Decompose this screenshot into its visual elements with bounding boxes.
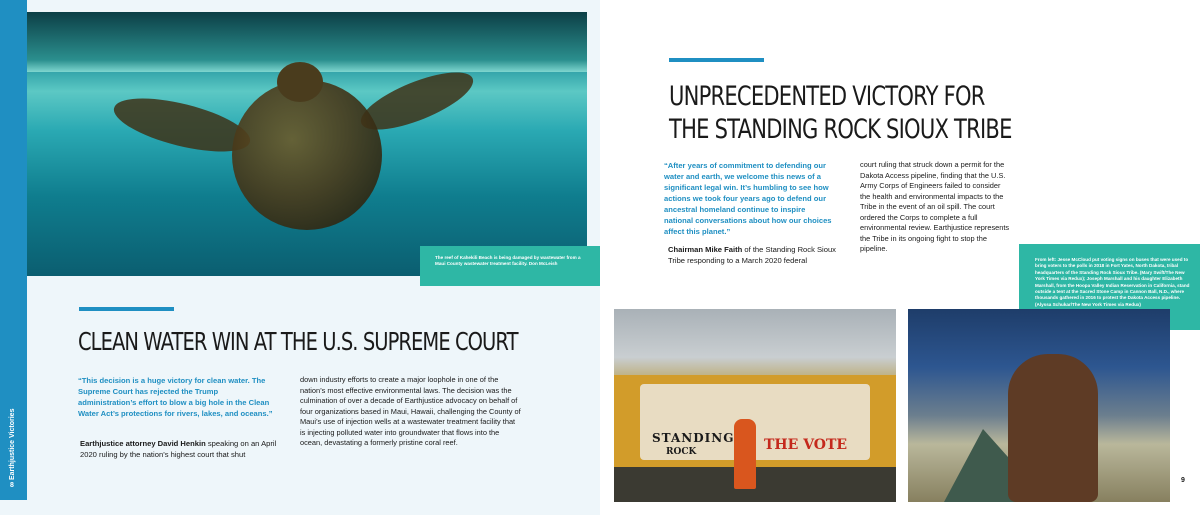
page-number-right: 9: [1181, 477, 1185, 484]
left-attribution-text: speaking on an April 2020 ruling by the nation’s highest court that shut: [80, 439, 277, 459]
right-attribution: [668, 244, 848, 266]
bus-sign-rock: ROCK: [666, 447, 697, 457]
left-accent-bar: [79, 307, 174, 311]
right-accent-bar: [669, 58, 764, 62]
page-number-left: 8: [10, 482, 14, 489]
right-headline-line1: UNPRECEDENTED VICTORY FOR: [669, 81, 985, 112]
left-headline: CLEAN WATER WIN AT THE U.S. SUPREME COURT: [78, 327, 518, 356]
right-attribution-name: Chairman Mike Faith: [668, 245, 743, 254]
right-body-text: court ruling that struck down a permit for the Dakota Access pipeline, finding that the U.S. Army Corps of Engineers failed to consider the health and environmental impacts to the Tribe in the event of an oil spill. The court ordered the Corps to complete a full environmental review. Earthjustice represents the Tribe in its ongoing fight to stop the pipeline.: [860, 160, 1010, 253]
right-attribution-text: of the Standing Rock Sioux Tribe responding to a March 2020 federal: [668, 245, 836, 265]
camp-photo: [908, 309, 1170, 502]
right-headline: [669, 80, 1012, 146]
turtle-photo-caption: The reef of Kahekili Beach is being damaged by wastewater from a Maui County wastewater treatment facility. Don McLeish: [420, 246, 600, 286]
father-daughter-figures: [1008, 354, 1098, 502]
bus-sign-standing: STANDING: [652, 431, 735, 445]
person-walking: [734, 419, 756, 489]
bus-sign-vote: THE VOTE: [764, 437, 848, 453]
left-body-text: down industry efforts to create a major loophole in one of the nation’s most effective environmental laws. The decision was the culmination of over a decade of Earthjustice advocacy on behalf of four organizations based in Maui, Hawaii, challenging the County of Maui’s use of injection wells at a wastewater treatment facility that is injecting polluted water into groundwater that flows into the ocean, devastating a formerly pristine coral reef.: [300, 375, 521, 447]
side-label: [9, 458, 31, 480]
right-pull-quote: “After years of commitment to defending our water and earth, we welcome this news of a significant legal win. It’s humbling to see how actions we took four years ago to defend our ancestral homeland continue to inspire national conversations about how our choices affect this planet.”: [664, 161, 832, 236]
turtle-shell: [232, 80, 382, 230]
right-headline-line2: THE STANDING ROCK SIOUX TRIBE: [669, 114, 1012, 145]
sea-turtle-photo: [27, 12, 587, 276]
left-pull-quote: “This decision is a huge victory for clean water. The Supreme Court has rejected the Trump administration’s effort to blow a big hole in the Clean Water Act’s protections for rivers, lakes, and oceans.”: [78, 376, 273, 418]
left-attribution-name: Earthjustice attorney David Henkin: [80, 439, 206, 448]
turtle-head: [277, 62, 323, 102]
school-bus-photo: [614, 309, 896, 502]
right-photo-caption: From left: Jesse McCloud put voting signs on buses that were used to bring voters to the polls in 2018 in Fort Yates, North Dakota, tribal headquarters of the Standing Rock Sioux Tribe. (Mary Swift/The New York Times via Redux); Joseph Marshall and his daughter Elizabeth Marshall, from the Hoopa Valley Indian Reservation in California, stand outside a tent at the Sacred Stone Camp in Cannon Ball, N.D., where thousands gathered in 2016 to protest the Dakota Access pipeline. (Alyssa Schukar/The New York Times via Redux): [1019, 244, 1200, 330]
left-attribution: [80, 438, 280, 460]
